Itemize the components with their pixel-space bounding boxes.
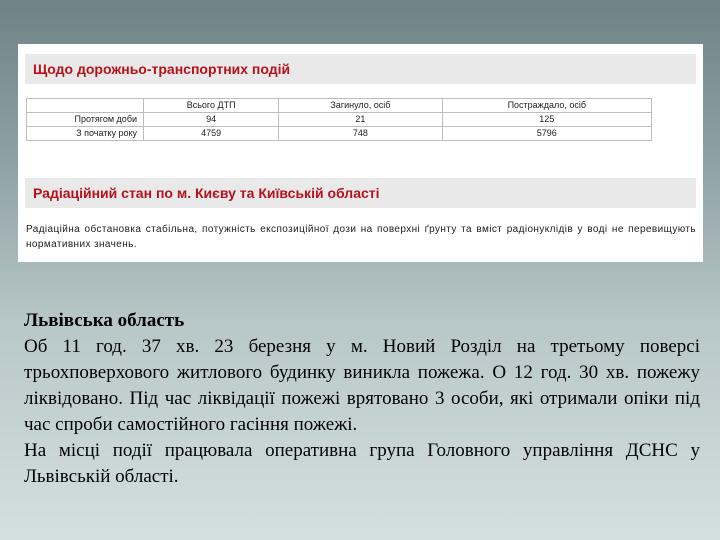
table-row <box>27 127 652 141</box>
table-cell: 4759 <box>144 127 279 141</box>
article-paragraph-2: На місці події працювала оперативна група Головного управління ДСНС у Львівській області. <box>24 440 700 487</box>
table-header-cell: Загинуло, осіб <box>279 99 442 113</box>
article-title: Львівська область <box>24 310 185 331</box>
row-label: Протягом доби <box>27 113 144 127</box>
table-header-cell: Всього ДТП <box>144 99 279 113</box>
table-cell: 21 <box>279 113 442 127</box>
table-header-cell: Постраждало, осіб <box>442 99 651 113</box>
table-cell: 125 <box>442 113 651 127</box>
table-header-row <box>27 99 652 113</box>
row-label: З початку року <box>27 127 144 141</box>
table-cell: 748 <box>279 127 442 141</box>
traffic-stats-table <box>26 98 652 141</box>
traffic-heading: Щодо дорожньо-транспортних подій <box>25 54 696 84</box>
table-cell: 94 <box>144 113 279 127</box>
radiation-heading: Радіаційний стан по м. Києву та Київській області <box>25 178 696 208</box>
radiation-text: Радіаційна обстановка стабільна, потужність експозиційної дози на поверхні ґрунту та вміст радіонуклідів у воді не перевищують нормативних значень. <box>26 224 696 250</box>
table-row <box>27 113 652 127</box>
news-panel <box>18 44 703 262</box>
article <box>24 308 700 490</box>
table-cell: 5796 <box>442 127 651 141</box>
table-header-cell <box>27 99 144 113</box>
article-paragraph-1: Об 11 год. 37 хв. 23 березня у м. Новий Розділ на третьому поверсі трьохповерхового житлового будинку виникла пожежа. О 12 год. 30 хв. пожежу ліквідовано. Під час ліквідації пожежі врятовано 3 особи, які отримали опіки під час спроби самостійного гасіння пожежі. <box>24 336 700 435</box>
